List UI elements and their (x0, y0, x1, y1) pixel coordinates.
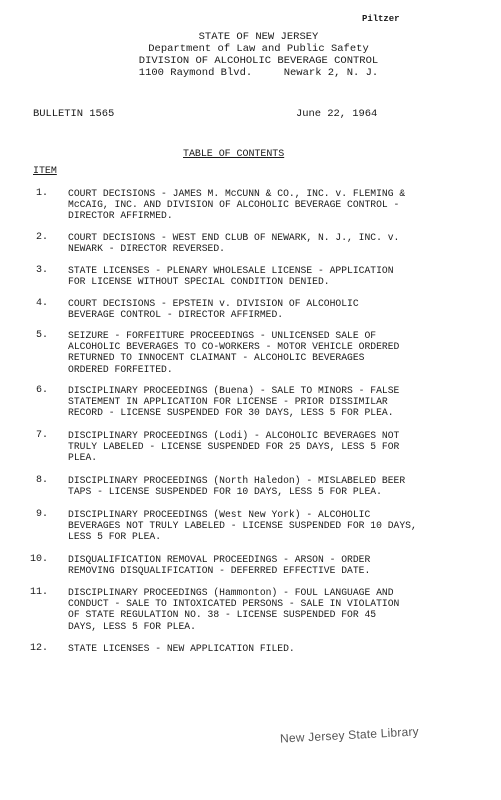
item-text: STATE LICENSES - PLENARY WHOLESALE LICENSE - APPLICATION FOR LICENSE WITHOUT SPECIAL CONDITION DENIED. (68, 265, 394, 288)
toc-title: TABLE OF CONTENTS (183, 149, 285, 160)
item-number: 8. (35, 475, 48, 486)
item-number: 9. (35, 509, 48, 520)
item-text: COURT DECISIONS - WEST END CLUB OF NEWARK, N. J., INC. v. NEWARK - DIRECTOR REVERSED. (68, 232, 400, 255)
item-number: 2. (35, 232, 48, 243)
item-number: 7. (35, 430, 48, 441)
item-number: 1. (35, 188, 48, 199)
item-number: 10. (29, 554, 48, 565)
item-text: DISCIPLINARY PROCEEDINGS (Buena) - SALE TO MINORS - FALSE STATEMENT IN APPLICATION FOR LICENSE - PRIOR DISSIMILAR RECORD - LICENSE SUSPENDED FOR 30 DAYS, LESS 5 FOR PLEA. (68, 385, 400, 419)
library-stamp: New Jersey State Library (279, 724, 420, 746)
bulletin-number: BULLETIN 1565 (33, 108, 115, 120)
item-number: 6. (35, 385, 48, 396)
header-state: STATE OF NEW JERSEY (198, 31, 319, 43)
header-department: Department of Law and Public Safety (148, 43, 369, 55)
item-text: DISCIPLINARY PROCEEDINGS (North Haledon) - MISLABELED BEER TAPS - LICENSE SUSPENDED FOR 10 DAYS, LESS 5 FOR PLEA. (68, 475, 406, 498)
item-text: COURT DECISIONS - JAMES M. McCUNN & CO., INC. v. FLEMING & McCAIG, INC. AND DIVISION OF ALCOHOLIC BEVERAGE CONTROL - DIRECTOR AFFIRMED. (68, 188, 406, 222)
item-text: DISCIPLINARY PROCEEDINGS (Lodi) - ALCOHOLIC BEVERAGES NOT TRULY LABELED - LICENSE SUSPENDED FOR 25 DAYS, LESS 5 FOR PLEA. (68, 430, 400, 464)
item-text: DISCIPLINARY PROCEEDINGS (Hammonton) - FOUL LANGUAGE AND CONDUCT - SALE TO INTOXICATED PERSONS - SALE IN VIOLATION OF STATE REGULATION NO. 38 - LICENSE SUSPENDED FOR 45 DAYS, LESS 5 FOR PLEA. (68, 587, 400, 632)
bulletin-date: June 22, 1964 (296, 108, 378, 120)
item-text: COURT DECISIONS - EPSTEIN v. DIVISION OF ALCOHOLIC BEVERAGE CONTROL - DIRECTOR AFFIRMED. (68, 298, 359, 321)
item-number: 11. (29, 587, 48, 598)
item-text: STATE LICENSES - NEW APPLICATION FILED. (68, 643, 295, 654)
item-number: 4. (35, 298, 48, 309)
item-number: 3. (35, 265, 48, 276)
item-number: 12. (29, 643, 48, 654)
item-text: SEIZURE - FORFEITURE PROCEEDINGS - UNLICENSED SALE OF ALCOHOLIC BEVERAGES TO CO-WORKERS - MOTOR VEHICLE ORDERED RETURNED TO INNOCENT CLAIMANT - ALCOHOLIC BEVERAGES ORDERED FORFEITED. (68, 330, 400, 375)
item-heading: ITEM (33, 166, 57, 177)
item-number: 5. (35, 330, 48, 341)
item-text: DISCIPLINARY PROCEEDINGS (West New York) - ALCOHOLIC BEVERAGES NOT TRULY LABELED - LICENSE SUSPENDED FOR 10 DAYS, LESS 5 FOR PLEA. (68, 509, 417, 543)
corner-handwritten-note: Piltzer (362, 14, 400, 24)
header-division: DIVISION OF ALCOHOLIC BEVERAGE CONTROL (138, 55, 379, 67)
header-address: 1100 Raymond Blvd. Newark 2, N. J. (138, 67, 379, 79)
item-text: DISQUALIFICATION REMOVAL PROCEEDINGS - ARSON - ORDER REMOVING DISQUALIFICATION - DEFERRED EFFECTIVE DATE. (68, 554, 371, 577)
